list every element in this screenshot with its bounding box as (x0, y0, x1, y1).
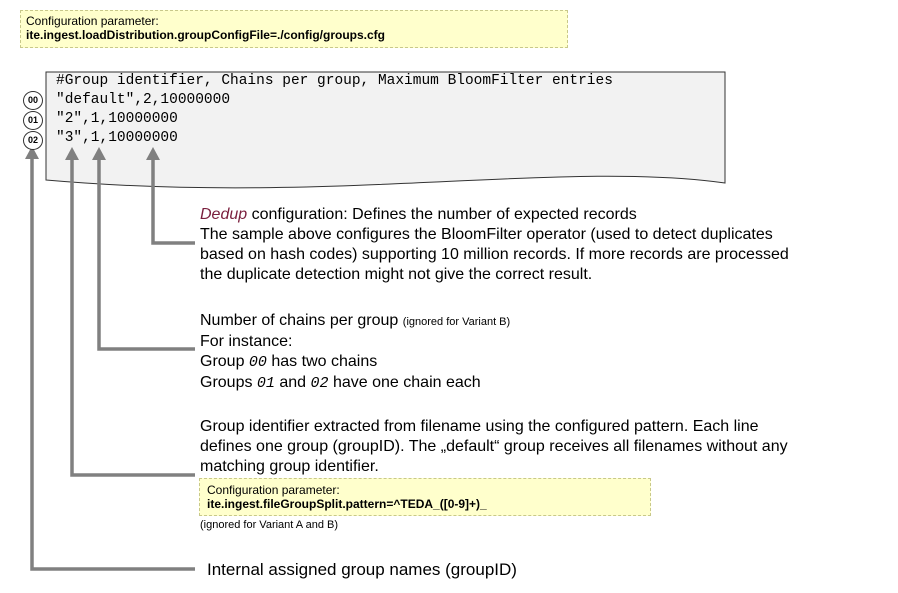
dedup-line-4: the duplicate detection might not give the correct result. (200, 266, 593, 283)
internal-group-names: Internal assigned group names (groupID) (207, 560, 517, 579)
group-badge-02: 02 (23, 131, 43, 150)
chains-title (200, 311, 510, 332)
chains-line-4 (200, 373, 510, 394)
config-value: ite.ingest.loadDistribution.groupConfigFile=./config/groups.cfg (26, 28, 385, 42)
chains-code-00: 00 (248, 354, 267, 371)
code-line-2: "2",1,10000000 (56, 111, 178, 127)
chains-line-3-post: has two chains (266, 353, 378, 370)
dedup-line-2: The sample above configures the BloomFilter operator (used to detect duplicates (200, 226, 773, 243)
chains-code-02: 02 (310, 375, 329, 392)
code-line-default: "default",2,10000000 (56, 92, 231, 108)
config-label: Configuration parameter: (26, 14, 159, 28)
chains-line-2: For instance: (200, 333, 293, 350)
arrow-groupid (72, 158, 195, 475)
code-header-line: #Group identifier, Chains per group, Maximum BloomFilter entries (56, 73, 613, 89)
chains-line-3 (200, 352, 510, 373)
chains-line-4-mid: and (274, 374, 311, 391)
groupid-line-3: matching group identifier. (200, 458, 379, 475)
dedup-description (200, 205, 789, 285)
chains-code-01: 01 (256, 375, 275, 392)
dedup-title (200, 205, 789, 225)
chains-title-text: Number of chains per group (200, 312, 403, 329)
config-note-pattern (199, 478, 651, 516)
code-line-3: "3",1,10000000 (56, 130, 178, 146)
chains-line-3-pre: Group (200, 353, 249, 370)
group-badge-01: 01 (23, 111, 43, 130)
pattern-ignored-note: (ignored for Variant A and B) (200, 519, 338, 531)
chains-line-4-pre: Groups (200, 374, 257, 391)
chains-description (200, 311, 510, 394)
dedup-highlight: Dedup (200, 206, 248, 223)
groupid-line-2: defines one group (groupID). The „default“ group receives all filenames without any (200, 438, 788, 455)
dedup-line-3: based on hash codes) supporting 10 million records. If more records are processed (200, 246, 789, 263)
group-badge-00: 00 (23, 91, 43, 110)
dedup-title-rest: configuration: Defines the number of expected records (247, 206, 637, 223)
pattern-config-value: ite.ingest.fileGroupSplit.pattern=^TEDA_([0-9]+)_ (207, 497, 487, 511)
groupid-description (200, 417, 788, 477)
chains-note: (ignored for Variant B) (402, 316, 511, 328)
arrow-internal (32, 157, 195, 569)
chains-line-4-post: have one chain each (328, 374, 481, 391)
groupid-line-1: Group identifier extracted from filename using the configured pattern. Each line (200, 418, 759, 435)
pattern-config-label: Configuration parameter: (207, 483, 340, 497)
